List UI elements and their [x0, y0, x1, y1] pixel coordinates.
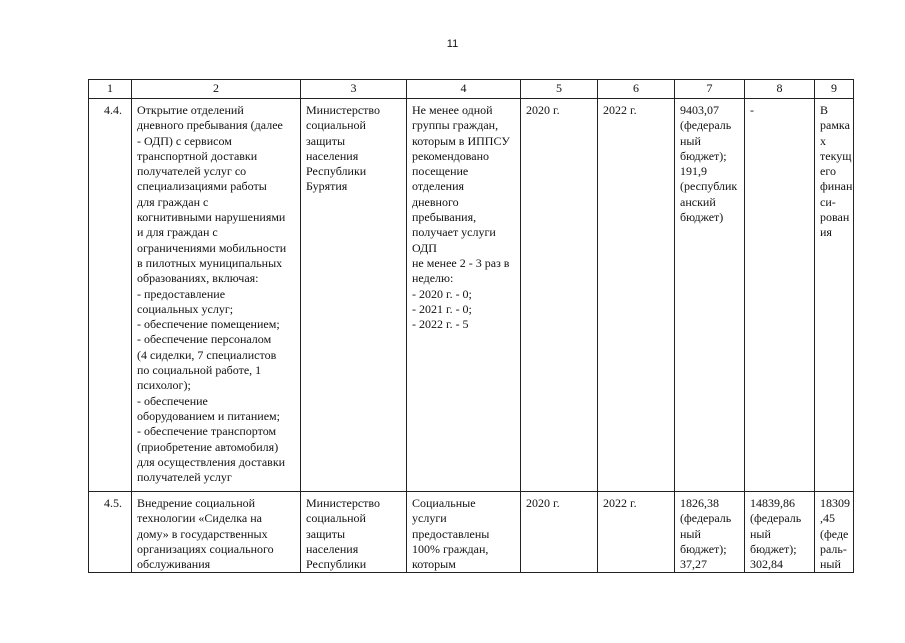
cell-line: не менее 2 - 3 раз в [412, 255, 510, 270]
cell-line: посещение [412, 164, 469, 179]
header-col-6: 6 [598, 80, 675, 99]
cell-line: бюджет); [750, 541, 797, 556]
cell-line: и для граждан с [137, 225, 218, 240]
cell-line: специализациями работы [137, 179, 267, 194]
cell-line: - обеспечение [137, 393, 208, 408]
cell-line: си- [820, 194, 836, 209]
cell-line: 1826,38 [680, 496, 719, 510]
cell-line: Бурятия [306, 179, 348, 194]
cell-line: неделю: [412, 271, 454, 286]
header-col-7: 7 [675, 80, 745, 99]
funding-cell-2 [745, 99, 815, 492]
cell-line: - обеспечение персоналом [137, 332, 272, 347]
cell-line: получает услуги [412, 225, 496, 240]
cell-line: населения [306, 148, 359, 163]
cell-line: группы граждан, [412, 118, 499, 133]
cell-line: - ОДП) с сервисом [137, 133, 232, 148]
header-col-5: 5 [521, 80, 598, 99]
header-col-8: 8 [745, 80, 815, 99]
cell-line: Не менее одной [412, 103, 493, 117]
page-bottom-margin [86, 573, 856, 643]
cell-line: (федераль [680, 511, 732, 526]
cell-line: организациях социального [137, 541, 274, 556]
cell-line: - 2022 г. - 5 [412, 317, 469, 332]
header-col-1: 1 [89, 80, 132, 99]
cell-line: ный [820, 557, 841, 572]
cell-line: дневного [412, 194, 459, 209]
end-year-cell: 2022 г. [598, 492, 675, 573]
cell-line: Министерство [306, 496, 380, 510]
cell-line: ия [820, 225, 832, 240]
cell-line: Республики [306, 557, 367, 572]
cell-line: (федераль [680, 118, 732, 133]
cell-line: ограничениями мобильности [137, 240, 287, 255]
cell-line: ОДП [412, 240, 437, 255]
cell-line: защиты [306, 526, 346, 541]
table-row [89, 99, 854, 492]
cell-line: текущ [820, 148, 852, 163]
cell-line: рамка [820, 118, 850, 133]
cell-line: 18309 [820, 496, 850, 510]
cell-line: - 2020 г. - 0; [412, 286, 472, 301]
cell-line: когнитивными нарушениями [137, 210, 286, 225]
cell-line: анский [680, 194, 716, 209]
table-row [89, 492, 854, 573]
cell-line: ный [680, 133, 701, 148]
cell-line: 191,9 [680, 164, 707, 179]
cell-line: предоставлены [412, 526, 490, 541]
cell-line: для граждан с [137, 194, 209, 209]
start-year-cell: 2020 г. [521, 99, 598, 492]
funding-cell-1 [675, 99, 745, 492]
cell-line: отделения [412, 179, 465, 194]
cell-line: Открытие отделений [137, 103, 244, 117]
cell-line: ,45 [820, 511, 835, 526]
cell-line: Социальные [412, 496, 476, 510]
cell-line: (4 сиделки, 7 специалистов [137, 347, 277, 362]
cell-line: рекомендовано [412, 148, 490, 163]
cell-line: услуги [412, 511, 447, 526]
cell-line: оборудованием и питанием; [137, 408, 280, 423]
funding-cell-1 [675, 492, 745, 573]
cell-line: х [820, 133, 826, 148]
table-header-row [89, 80, 854, 99]
cell-line: населения [306, 541, 359, 556]
header-col-4: 4 [407, 80, 521, 99]
document-table [88, 79, 854, 573]
cell-line: (приобретение автомобиля) [137, 439, 279, 454]
activity-cell [132, 99, 301, 492]
cell-line: которым [412, 557, 456, 572]
cell-line: ный [750, 526, 771, 541]
cell-line: образованиях, включая: [137, 271, 259, 286]
cell-line: получателей услуг со [137, 164, 247, 179]
cell-line: бюджет); [680, 148, 727, 163]
cell-line: В [820, 103, 829, 117]
cell-line: Министерство [306, 103, 380, 117]
cell-line: 14839,86 [750, 496, 795, 510]
cell-line: - 2021 г. - 0; [412, 301, 472, 316]
responsible-cell [301, 99, 407, 492]
cell-line: (феде [820, 526, 849, 541]
cell-line: (федераль [750, 511, 802, 526]
responsible-cell [301, 492, 407, 573]
cell-line: - обеспечение транспортом [137, 424, 277, 439]
end-year-cell: 2022 г. [598, 99, 675, 492]
row-number: 4.4. [89, 99, 132, 492]
cell-line: 100% граждан, [412, 541, 489, 556]
activity-cell [132, 492, 301, 573]
cell-line: бюджет) [680, 210, 724, 225]
cell-line: дому» в государственных [137, 526, 268, 541]
cell-line: Внедрение социальной [137, 496, 256, 510]
cell-line: ный [680, 526, 701, 541]
cell-line: рован [820, 210, 850, 225]
cell-line: финан [820, 179, 853, 194]
cell-line: социальной [306, 511, 366, 526]
cell-line: в пилотных муниципальных [137, 255, 283, 270]
result-cell [407, 99, 521, 492]
cell-line: (республик [680, 179, 738, 194]
cell-line: Республики [306, 164, 367, 179]
header-col-9: 9 [815, 80, 854, 99]
cell-line: бюджет); [680, 541, 727, 556]
cell-line: пребывания, [412, 210, 477, 225]
start-year-cell: 2020 г. [521, 492, 598, 573]
funding-cell-3 [815, 492, 854, 573]
header-col-3: 3 [301, 80, 407, 99]
cell-line: по социальной работе, 1 [137, 363, 262, 378]
cell-line: 302,84 [750, 557, 783, 572]
row-number: 4.5. [89, 492, 132, 573]
cell-line: 37,27 [680, 557, 707, 572]
funding-cell-3 [815, 99, 854, 492]
cell-line: получателей услуг [137, 470, 232, 485]
cell-line: транспортной доставки [137, 148, 258, 163]
cell-line: социальной [306, 118, 366, 133]
cell-line: - обеспечение помещением; [137, 317, 280, 332]
cell-line: защиты [306, 133, 346, 148]
cell-line: психолог); [137, 378, 191, 393]
cell-line: дневного пребывания (далее [137, 118, 283, 133]
cell-line: социальных услуг; [137, 301, 234, 316]
cell-line: раль- [820, 541, 847, 556]
cell-line: технологии «Сиделка на [137, 511, 262, 526]
cell-line: - предоставление [137, 286, 226, 301]
header-col-2: 2 [132, 80, 301, 99]
cell-line: обслуживания [137, 557, 211, 572]
page-number: 11 [446, 38, 459, 50]
cell-line: - [750, 103, 754, 117]
cell-line: для осуществления доставки [137, 454, 286, 469]
cell-line: его [820, 164, 836, 179]
cell-line: 9403,07 [680, 103, 719, 117]
result-cell [407, 492, 521, 573]
cell-line: которым в ИППСУ [412, 133, 510, 148]
funding-cell-2 [745, 492, 815, 573]
